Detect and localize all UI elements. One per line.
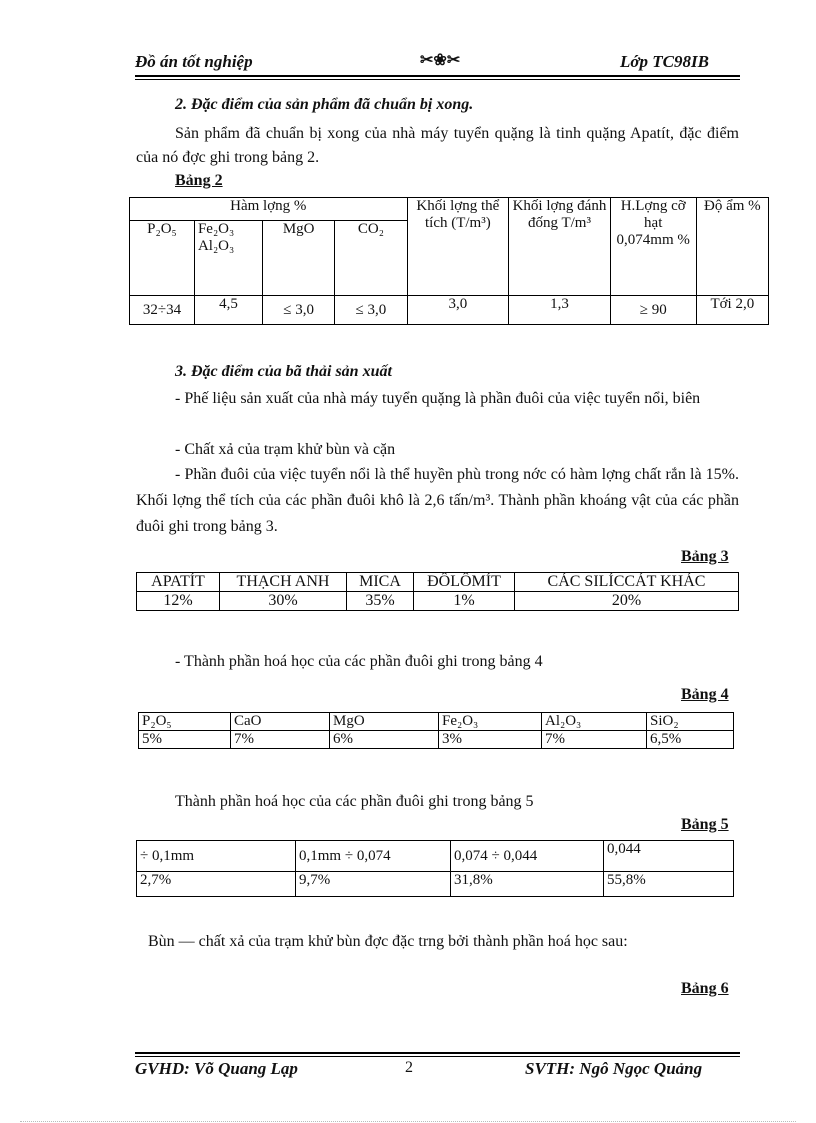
table2 [129, 197, 769, 325]
table2-cell: 32÷34 [130, 296, 195, 325]
table2-cell: 3,0 [407, 296, 509, 325]
table5 [136, 840, 734, 897]
table2-cell: Tới 2,0 [696, 296, 768, 325]
header-rule-thin [135, 79, 740, 80]
table3-cell: 30% [220, 592, 347, 611]
section3-p3: - Phần đuôi của việc tuyển nổi là thể huyền phù trong nớc có hàm lợng chất rắn là 15%. Khối lợng thể tích của các phần đuôi khô là 2,6 tấn/m³. Thành phần khoáng vật của các phần đuôi ghi trong bảng 3. [136, 466, 739, 535]
table3-cell: 1% [414, 592, 515, 611]
table2-header-bulk: Khối lợng đánh đống T/m³ [509, 198, 611, 296]
section6-text: Bùn — chất xả của trạm khử bùn đợc đặc trng bởi thành phần hoá học sau: [148, 933, 628, 950]
table4-cell: 7% [231, 731, 330, 749]
table4-header: Fe₂O₃ [439, 713, 542, 731]
table4-header: P₂O₅ [139, 713, 231, 731]
table3-header: APATÍT [137, 573, 220, 592]
table5-header: 0,074 ÷ 0,044 [451, 841, 604, 872]
table3-cell: 12% [137, 592, 220, 611]
footer-rule [135, 1052, 740, 1054]
table6-label: Bảng 6 [681, 980, 729, 997]
table3-label: Bảng 3 [681, 548, 729, 565]
table4-cell: 5% [139, 731, 231, 749]
table2-group-header: Hàm lợng % [130, 198, 408, 221]
section3-p1: - Phế liệu sản xuất của nhà máy tuyển quặng là phần đuôi của việc tuyển nổi, biên [175, 390, 701, 407]
page-number: 2 [405, 1059, 413, 1076]
table3-header: MICA [347, 573, 414, 592]
section3-heading: 3. Đặc điểm của bã thải sản xuất [175, 363, 392, 380]
table5-label: Bảng 5 [681, 816, 729, 833]
section3-p2: - Chất xả của trạm khử bùn và cặn [175, 441, 396, 458]
table3 [136, 572, 739, 611]
table2-sub-fe2o3: Fe₂O₃ Al₂O₃ [194, 221, 262, 296]
table4-header: SiO₂ [647, 713, 734, 731]
table2-label: Bảng 2 [175, 172, 223, 189]
page-bottom-divider [20, 1121, 796, 1122]
table5-header: 0,1mm ÷ 0,074 [296, 841, 451, 872]
table5-cell: 9,7% [296, 872, 451, 897]
table2-cell: ≥ 90 [610, 296, 696, 325]
table2-cell: 1,3 [509, 296, 611, 325]
table5-header: 0,044 [604, 841, 734, 872]
table4-cell: 3% [439, 731, 542, 749]
table5-header: ÷ 0,1mm [137, 841, 296, 872]
header-right: Lớp TC98IB [620, 52, 709, 71]
table2-sub-p2o5: P₂O₅ [130, 221, 195, 296]
table3-header: THẠCH ANH [220, 573, 347, 592]
table2-cell: ≤ 3,0 [335, 296, 407, 325]
table4-cell: 6% [330, 731, 439, 749]
section2-text [136, 122, 739, 170]
table2-header-volume: Khối lợng thể tích (T/m³) [407, 198, 509, 296]
table3-cell: 20% [515, 592, 739, 611]
footer-left: GVHD: Võ Quang Lạp [135, 1059, 298, 1078]
header-left: Đồ án tốt nghiệp [135, 52, 253, 71]
section2-text-body: Sản phẩm đã chuẩn bị xong của nhà máy tuyển quặng là tinh quặng Apatít, đặc điểm của nó đợc ghi trong bảng 2. [136, 125, 739, 166]
footer-rule-thin [135, 1056, 740, 1057]
header-ornament-icon: ✂❀✂ [420, 52, 461, 69]
footer-right: SVTH: Ngô Ngọc Quảng [525, 1059, 703, 1078]
table4-header: CaO [231, 713, 330, 731]
section2-heading: 2. Đặc điểm của sản phẩm đã chuẩn bị xong. [175, 96, 474, 113]
table2-cell: 4,5 [194, 296, 262, 325]
table4-cell: 6,5% [647, 731, 734, 749]
header-rule [135, 75, 740, 77]
section4-text: - Thành phần hoá học của các phần đuôi ghi trong bảng 4 [175, 653, 543, 670]
table5-cell: 2,7% [137, 872, 296, 897]
table2-header-moisture: Độ ẩm % [696, 198, 768, 296]
table5-cell: 31,8% [451, 872, 604, 897]
table2-header-grain: H.Lợng cỡ hạt 0,074mm % [610, 198, 696, 296]
table3-header: CÁC SILÍCCÁT KHÁC [515, 573, 739, 592]
table3-header: ĐÔLÔMÍT [414, 573, 515, 592]
table2-cell: ≤ 3,0 [263, 296, 335, 325]
table2-sub-co2: CO₂ [335, 221, 407, 296]
table4-header: Al₂O₃ [542, 713, 647, 731]
table3-cell: 35% [347, 592, 414, 611]
table4-cell: 7% [542, 731, 647, 749]
table4-header: MgO [330, 713, 439, 731]
table4 [138, 712, 734, 749]
table4-label: Bảng 4 [681, 686, 729, 703]
table5-cell: 55,8% [604, 872, 734, 897]
table2-sub-mgo: MgO [263, 221, 335, 296]
section5-text: Thành phần hoá học của các phần đuôi ghi trong bảng 5 [175, 793, 534, 810]
